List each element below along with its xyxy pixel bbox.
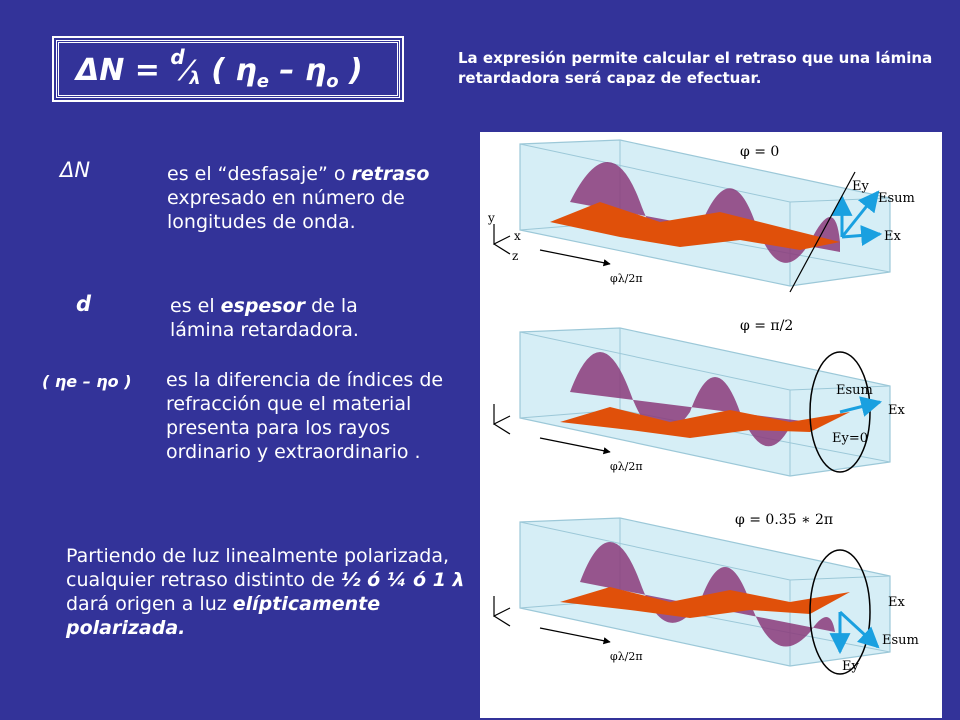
panel-3-delay: φλ/2π — [610, 650, 643, 663]
panel-3-label-ey: Ey — [842, 659, 859, 674]
panel-3-label-esum: Esum — [882, 633, 919, 648]
desc-eta: es la diferencia de índices de refracción que el material presenta para los rayos ordinario y extraordinario . — [166, 369, 444, 463]
panel-2-phi: φ = π/2 — [740, 318, 794, 334]
panel-2-label-esum: Esum — [836, 383, 873, 398]
panel-2-label-ex: Ex — [888, 403, 905, 418]
panel-1-delay: φλ/2π — [610, 272, 643, 285]
term-d: d — [76, 292, 92, 316]
axis-y-label: y — [488, 211, 495, 225]
formula: ΔN = $^d$⁄λ ( $\eta_e - \eta_o$ ) — [76, 45, 363, 92]
axis-x-label: x — [514, 229, 521, 243]
panel-2 — [520, 318, 905, 476]
polarization-figure — [480, 132, 942, 718]
desc-d: es el espesor de la lámina retardadora. — [170, 295, 359, 341]
panel-2-delay: φλ/2π — [610, 460, 643, 473]
axes-icon — [494, 224, 510, 626]
term-delta-n: ΔN — [60, 158, 91, 182]
desc-delta-n: es el “desfasaje” o retraso expresado en número de longitudes de onda. — [167, 163, 430, 233]
panel-1 — [520, 140, 915, 292]
conclusion-text: Partiendo de luz linealmente polarizada, cualquier retraso distinto de ½ ó ¼ ó 1 λ dará origen a luz elípticamente polarizada. — [66, 545, 465, 639]
panel-3-phi: φ = 0.35 ∗ 2π — [735, 512, 834, 528]
panel-1-phi: φ = 0 — [740, 144, 780, 160]
axis-z-label: z — [512, 249, 519, 263]
panel-1-label-ey: Ey — [852, 179, 869, 194]
term-eta: ( ηe – ηo ) — [42, 372, 132, 391]
polarization-diagram — [480, 132, 942, 718]
panel-2-label-ey: Ey=0 — [832, 431, 868, 446]
panel-1-label-ex: Ex — [884, 229, 901, 244]
panel-1-label-esum: Esum — [878, 191, 915, 206]
panel-3-label-ex: Ex — [888, 595, 905, 610]
panel-3 — [520, 512, 919, 674]
intro-text: La expresión permite calcular el retraso que una lámina retardadora será capaz de efectuar. — [458, 49, 933, 87]
